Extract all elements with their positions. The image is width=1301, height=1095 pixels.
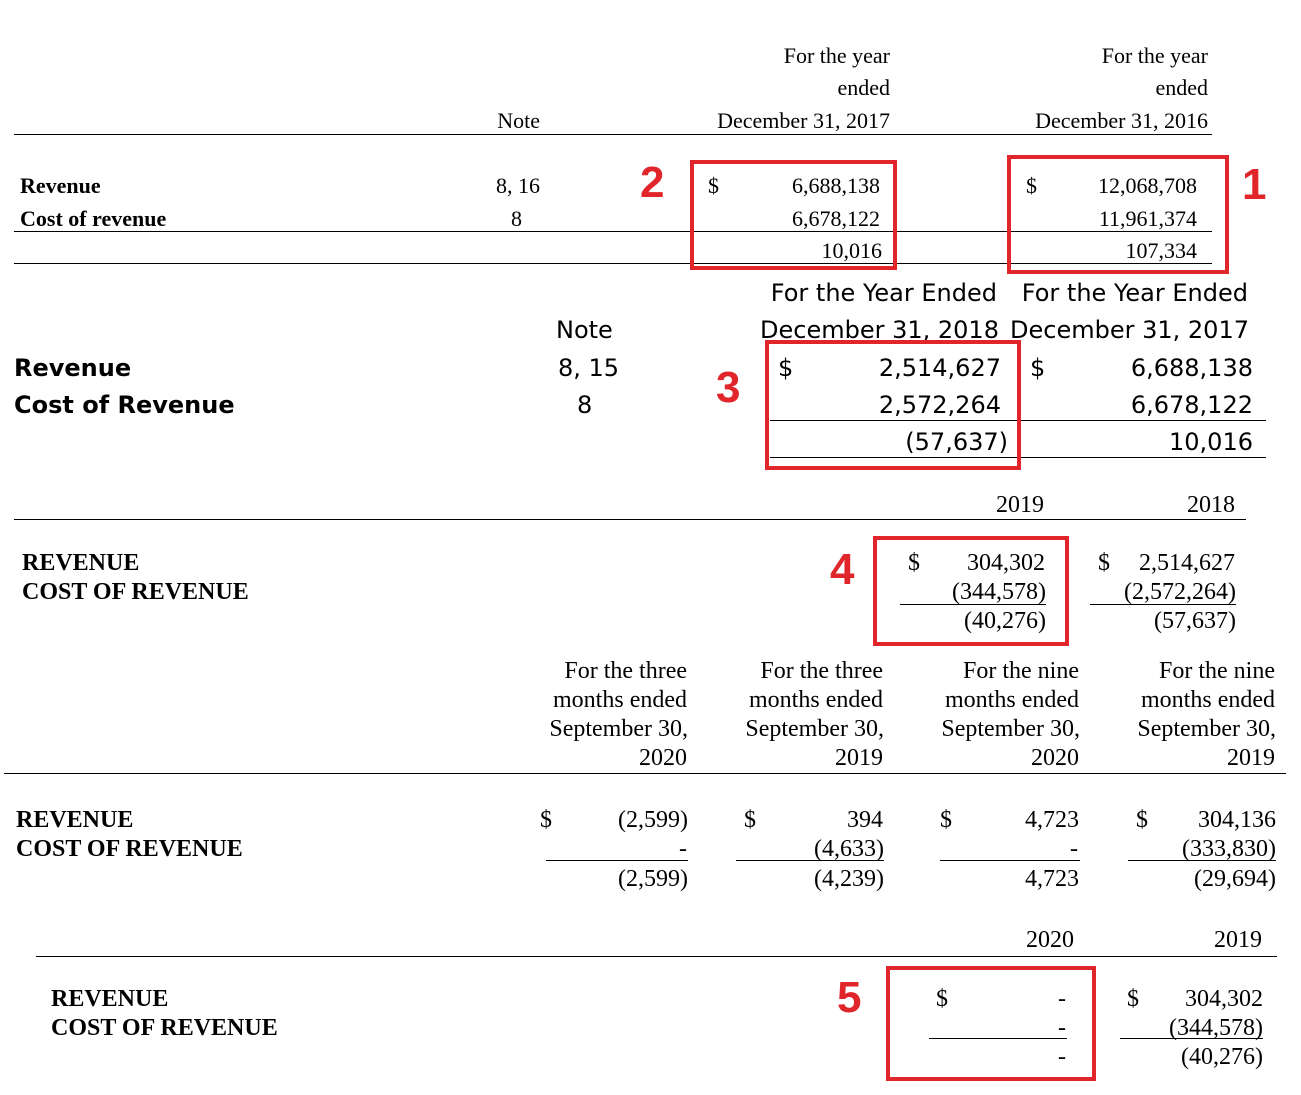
col-header-2016-line1: For the year <box>1101 43 1208 68</box>
header-rule <box>14 134 1212 135</box>
row-label-cost-of-revenue: Cost of revenue <box>20 206 167 231</box>
row-label-revenue: Revenue <box>20 173 101 198</box>
col2-header-line4: 2019 <box>835 745 883 771</box>
value-cost-2016: 11,961,374 <box>1098 206 1197 231</box>
value-revenue-2018: 2,514,627 <box>1139 550 1235 576</box>
value-revenue-2016: 12,068,708 <box>1098 173 1197 198</box>
col4-header-line3: September 30, <box>1137 716 1276 742</box>
row-label-revenue: Revenue <box>14 354 132 382</box>
row-note-cost-of-revenue: 8 <box>577 391 593 419</box>
highlight-box-3 <box>765 340 1021 470</box>
col1-header-line2: months ended <box>553 687 687 713</box>
subtotal-rule-c1 <box>546 860 688 861</box>
value-cost-2017: 6,678,122 <box>792 206 880 231</box>
annotation-number-2: 2 <box>640 158 665 207</box>
currency-sign: $ <box>1026 173 1037 198</box>
value-total-c2: (4,239) <box>814 866 884 892</box>
col-header-2017-line1: For the Year Ended <box>1021 279 1248 307</box>
value-revenue-c4: 304,136 <box>1198 807 1276 833</box>
col-header-note: Note <box>497 108 540 133</box>
value-cost-2019: (344,578) <box>952 579 1046 605</box>
row-label-revenue: REVENUE <box>16 807 134 833</box>
highlight-box-1 <box>1007 155 1229 274</box>
currency-sign: $ <box>908 550 920 576</box>
value-total-c4: (29,694) <box>1194 866 1276 892</box>
subtotal-rule-c2 <box>736 860 884 861</box>
value-total-2019: (40,276) <box>964 608 1046 634</box>
col4-header-line4: 2019 <box>1227 745 1275 771</box>
value-cost-2018: (2,572,264) <box>1124 579 1236 605</box>
value-total-2017: 10,016 <box>821 238 882 263</box>
col-header-note: Note <box>556 316 613 344</box>
currency-sign: $ <box>940 807 952 833</box>
highlight-box-4 <box>873 536 1069 646</box>
value-cost-2017: 6,678,122 <box>1130 391 1253 419</box>
annotation-number-3: 3 <box>716 363 741 412</box>
currency-sign: $ <box>936 986 948 1012</box>
col4-header-line2: months ended <box>1141 687 1275 713</box>
value-total-2017: 10,016 <box>1169 428 1253 456</box>
value-cost-c2: (4,633) <box>814 836 884 862</box>
currency-sign: $ <box>778 354 794 382</box>
col1-header-line3: September 30, <box>549 716 688 742</box>
value-revenue-2020: - <box>1058 986 1066 1012</box>
value-total-c1: (2,599) <box>618 866 688 892</box>
col-header-2016-line3: December 31, 2016 <box>1035 108 1208 133</box>
header-rule <box>4 773 1286 774</box>
col3-header-line1: For the nine <box>963 658 1079 684</box>
col-header-2018-line2: December 31, 2018 <box>760 316 999 344</box>
value-revenue-2019: 304,302 <box>1185 986 1263 1012</box>
col-header-2017-line2: December 31, 2017 <box>1010 316 1249 344</box>
value-total-2019: (40,276) <box>1181 1044 1263 1070</box>
value-revenue-2017: 6,688,138 <box>1130 354 1253 382</box>
value-total-2016: 107,334 <box>1125 238 1197 263</box>
currency-sign: $ <box>744 807 756 833</box>
col3-header-line4: 2020 <box>1031 745 1079 771</box>
value-cost-c1: - <box>679 836 687 862</box>
subtotal-rule-c4 <box>1128 860 1276 861</box>
row-label-cost-of-revenue: Cost of Revenue <box>14 391 235 419</box>
annotation-number-4: 4 <box>830 545 855 594</box>
col3-header-line3: September 30, <box>941 716 1080 742</box>
currency-sign: $ <box>1136 807 1148 833</box>
col2-header-line1: For the three <box>760 658 883 684</box>
col1-header-line1: For the three <box>564 658 687 684</box>
col2-header-line3: September 30, <box>745 716 884 742</box>
row-label-cost-of-revenue: COST OF REVENUE <box>51 1015 278 1041</box>
col-header-2019: 2019 <box>996 492 1044 518</box>
col-header-2017-line3: December 31, 2017 <box>717 108 890 133</box>
value-cost-2019: (344,578) <box>1169 1015 1263 1041</box>
row-note-revenue: 8, 15 <box>558 354 620 382</box>
row-note-revenue: 8, 16 <box>496 173 540 198</box>
col-header-2017-line1: For the year <box>783 43 890 68</box>
col2-header-line2: months ended <box>749 687 883 713</box>
value-revenue-2019: 304,302 <box>967 550 1045 576</box>
value-cost-c4: (333,830) <box>1182 836 1276 862</box>
value-revenue-c1: (2,599) <box>618 807 688 833</box>
value-total-2018: (57,637) <box>905 428 1008 456</box>
col-header-2020: 2020 <box>1026 927 1074 953</box>
header-rule <box>36 956 1277 957</box>
col1-header-line4: 2020 <box>639 745 687 771</box>
value-cost-2018: 2,572,264 <box>878 391 1001 419</box>
col3-header-line2: months ended <box>945 687 1079 713</box>
row-label-cost-of-revenue: COST OF REVENUE <box>16 836 243 862</box>
value-revenue-2017: 6,688,138 <box>792 173 880 198</box>
row-label-revenue: REVENUE <box>51 986 169 1012</box>
annotation-number-5: 5 <box>837 973 862 1022</box>
value-revenue-c2: 394 <box>847 807 883 833</box>
currency-sign: $ <box>1030 354 1046 382</box>
value-total-2018: (57,637) <box>1154 608 1236 634</box>
value-total-2020: - <box>1058 1044 1066 1070</box>
subtotal-rule-2018 <box>1090 604 1236 605</box>
row-label-cost-of-revenue: COST OF REVENUE <box>22 579 249 605</box>
value-revenue-2018: 2,514,627 <box>878 354 1001 382</box>
col-header-2016-line2: ended <box>1155 75 1208 100</box>
currency-sign: $ <box>540 807 552 833</box>
col4-header-line1: For the nine <box>1159 658 1275 684</box>
value-cost-c3: - <box>1070 836 1078 862</box>
subtotal-rule-2019 <box>1120 1038 1263 1039</box>
row-note-cost-of-revenue: 8 <box>511 206 522 231</box>
highlight-box-2 <box>690 160 897 270</box>
value-cost-2020: - <box>1058 1015 1066 1041</box>
highlight-box-5 <box>886 966 1096 1081</box>
col-header-2018-line1: For the Year Ended <box>770 279 997 307</box>
currency-sign: $ <box>1098 550 1110 576</box>
header-rule <box>14 519 1246 520</box>
value-revenue-c3: 4,723 <box>1025 807 1079 833</box>
value-total-c3: 4,723 <box>1025 866 1079 892</box>
col-header-2018: 2018 <box>1187 492 1235 518</box>
currency-sign: $ <box>1127 986 1139 1012</box>
annotation-number-1: 1 <box>1242 160 1267 209</box>
currency-sign: $ <box>708 173 719 198</box>
subtotal-rule-c3 <box>940 860 1080 861</box>
col-header-2017-line2: ended <box>837 75 890 100</box>
row-label-revenue: REVENUE <box>22 550 140 576</box>
col-header-2019: 2019 <box>1214 927 1262 953</box>
